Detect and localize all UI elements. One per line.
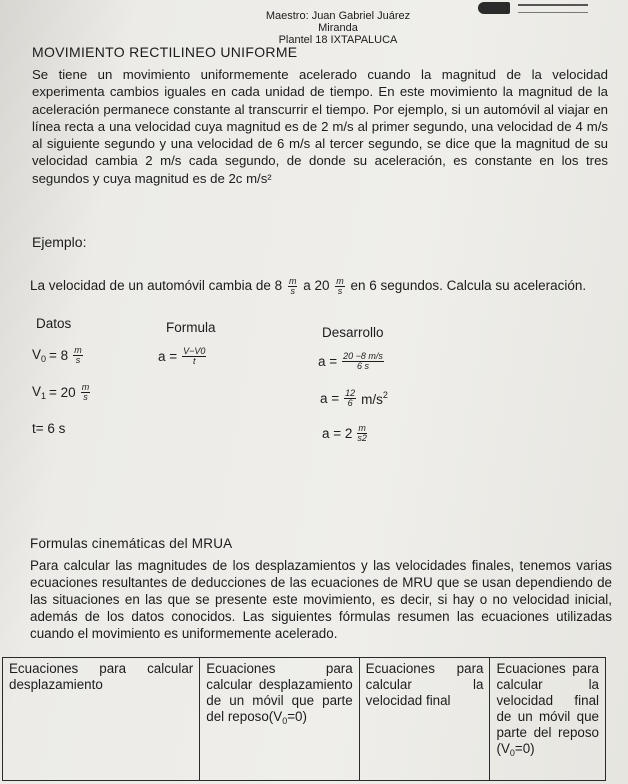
table-header-cell: Ecuaciones para calcular desplazamiento de un móvil que parte del $reposo(V_0=0)$: [200, 658, 359, 781]
equations-table: [2, 657, 606, 781]
problem-text-part1: La velocidad de un automóvil cambia de 8: [30, 278, 283, 294]
example-label: Ejemplo:: [32, 234, 87, 250]
intro-paragraph: Se tiene un movimiento uniformemente acelerado cuando la magnitud de la velocidad experimenta cambios iguales en cada unidad de tiempo. En este movimiento la magnitud de la aceleración permanece constante al transcurrir el tiempo. Por ejemplo, si un automóvil al viajar en línea recta a una velocidad cuya magnitud es de 2 m/s al primer segundo, una velocidad de 4 m/s al siguiente segundo y una velocidad de 6 m/s al tercer segundo, se dice que la magnitud de su velocidad cambia 2 m/s cada segundo, de donde su aceleración, es constante en los tres segundos y cuya magnitud es de 2c m/s²: [32, 67, 608, 186]
teacher-header: [248, 10, 428, 46]
desarrollo-header: Desarrollo: [322, 325, 384, 340]
dato-v1: $V_1$ = 20 $\frac{m}{s}$: [32, 382, 90, 402]
page-title: MOVIMIENTO RECTILINEO UNIFORME: [32, 44, 298, 60]
formulas-title: Formulas cinemáticas del MRUA: [30, 536, 233, 551]
formula-header: Formula: [166, 320, 216, 335]
table-header-cell: Ecuaciones para calcular desplazamiento: [3, 658, 200, 781]
school-name: Plantel 18 IXTAPALUCA: [278, 34, 398, 46]
logo-icon: [478, 2, 510, 14]
unit-fraction: $\frac{m}{s}$: [336, 276, 344, 296]
teacher-name: Maestro: Juan Gabriel Juárez Miranda: [265, 10, 411, 34]
table-row: [3, 658, 606, 781]
dato-t: t= 6 s: [32, 421, 66, 436]
datos-header: Datos: [36, 316, 72, 331]
unit-fraction: $\frac{m}{s}$: [288, 276, 297, 296]
desarrollo-step3: a = 2 $\frac{m}{s2}$: [322, 423, 367, 443]
dato-v0: $V_0$ = 8 $\frac{m}{s}$: [32, 345, 82, 365]
formula-expression: a = $\frac{V-V0}{t}$: [158, 346, 206, 366]
desarrollo-step1: a = $\frac{20 -8 m/s}{6 s}$: [318, 351, 383, 371]
example-problem: [30, 277, 610, 296]
desarrollo-step2: a = $\frac{12}{6}$ $m/s^2$: [320, 388, 388, 408]
formulas-paragraph: Para calcular las magnitudes de los desplazamientos y las velocidades finales, tenemos varias ecuaciones resultantes de deducciones de las ecuaciones de MRU que se usan dependiendo de las situaciones en las que se presente este movimiento, es decir, si hay o no velocidad inicial, además de los datos conocidos. Las siguientes fórmulas resumen las ecuaciones utilizadas cuando el movimiento es uniformemente acelerado.: [30, 558, 612, 641]
logo-text-icon: [518, 4, 588, 13]
table-header-cell: Ecuaciones para calcular la velocidad final: [359, 658, 490, 781]
problem-connector: a 20: [303, 278, 330, 294]
table-header-cell: Ecuaciones para calcular la velocidad final de un móvil que parte del reposo $(V_0=0)$: [490, 658, 606, 781]
problem-text-part2: en 6 segundos. Calcula su aceleración.: [350, 278, 587, 294]
institution-logos: [478, 0, 588, 16]
